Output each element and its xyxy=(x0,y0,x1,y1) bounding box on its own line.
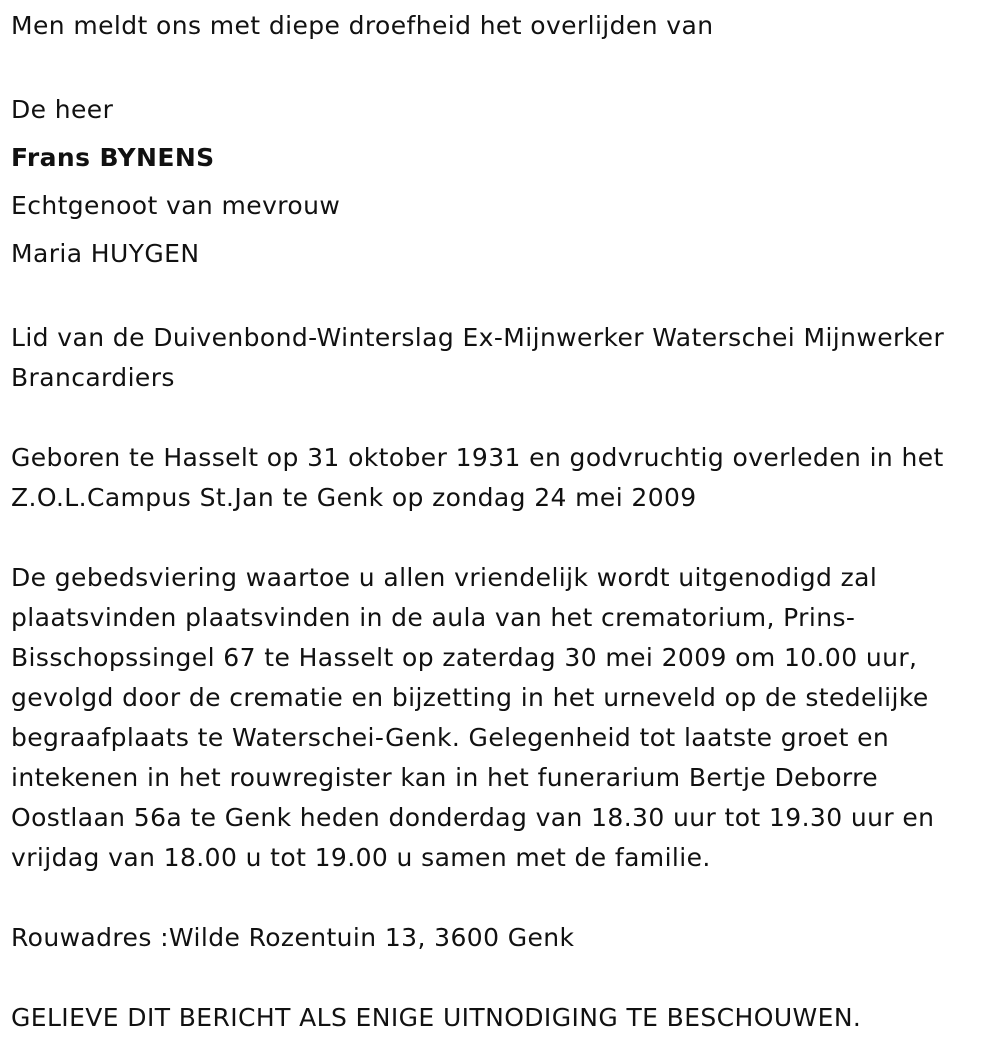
salutation: De heer xyxy=(11,95,114,124)
mourning-address: Rouwadres :Wilde Rozentuin 13, 3600 Genk xyxy=(11,923,575,952)
spouse-label: Echtgenoot van mevrouw xyxy=(11,191,341,220)
spacer xyxy=(11,46,991,86)
ceremony-line: plaatsvinden plaatsvinden in de aula van het crematorium, Prins- xyxy=(11,603,856,632)
deceased-name: Frans BYNENS xyxy=(11,143,215,172)
ceremony-line: begraafplaats te Waterschei-Genk. Gelegenheid tot laatste groet en xyxy=(11,723,890,752)
ceremony-line: Oostlaan 56a te Genk heden donderdag van 18.30 uur tot 19.30 uur en xyxy=(11,803,935,832)
ceremony-line: gevolgd door de crematie en bijzetting in het urneveld op de stedelijke xyxy=(11,683,929,712)
membership-line: Brancardiers xyxy=(11,363,175,392)
ceremony-line: intekenen in het rouwregister kan in het funerarium Bertje Deborre xyxy=(11,763,879,792)
spacer xyxy=(11,878,991,918)
ceremony-line: Bisschopssingel 67 te Hasselt op zaterdag 30 mei 2009 om 10.00 uur, xyxy=(11,643,918,672)
spacer xyxy=(11,398,991,438)
birth-death-line: Z.O.L.Campus St.Jan te Genk op zondag 24 mei 2009 xyxy=(11,483,697,512)
ceremony-line: vrijdag van 18.00 u tot 19.00 u samen met de familie. xyxy=(11,843,711,872)
spouse-name: Maria HUYGEN xyxy=(11,239,200,268)
ceremony-line: De gebedsviering waartoe u allen vriendelijk wordt uitgenodigd zal xyxy=(11,563,878,592)
obituary-notice xyxy=(11,6,991,1038)
spacer xyxy=(11,518,991,558)
intro-text: Men meldt ons met diepe droefheid het overlijden van xyxy=(11,11,714,40)
spacer xyxy=(11,278,991,318)
birth-death-line: Geboren te Hasselt op 31 oktober 1931 en godvruchtig overleden in het xyxy=(11,443,944,472)
spacer xyxy=(11,958,991,998)
membership-line: Lid van de Duivenbond-Winterslag Ex-Mijnwerker Waterschei Mijnwerker xyxy=(11,323,945,352)
closing-notice: GELIEVE DIT BERICHT ALS ENIGE UITNODIGING TE BESCHOUWEN. xyxy=(11,1003,862,1032)
